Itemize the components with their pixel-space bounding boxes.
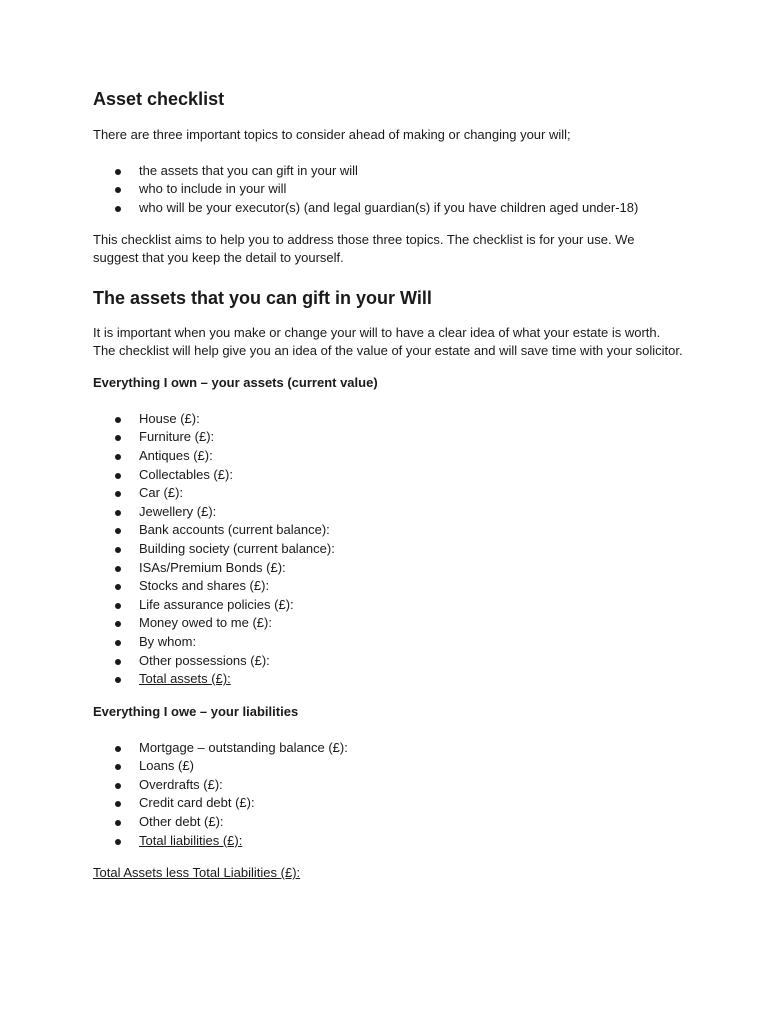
- list-item: Collectables (£):: [93, 466, 683, 485]
- list-item: who to include in your will: [93, 180, 683, 199]
- topics-list: [93, 162, 683, 218]
- bullet-icon: [115, 839, 121, 845]
- bullet-icon: [115, 764, 121, 770]
- section-title: The assets that you can gift in your Will: [93, 288, 432, 309]
- bullet-icon: [115, 510, 121, 516]
- list-item: House (£):: [93, 410, 683, 429]
- list-item: By whom:: [93, 633, 683, 652]
- page-title: Asset checklist: [93, 89, 225, 109]
- list-item: Money owed to me (£):: [93, 614, 683, 633]
- list-item: Other possessions (£):: [93, 652, 683, 671]
- assets-list: [93, 410, 683, 689]
- list-item: Jewellery (£):: [93, 503, 683, 522]
- list-item: Stocks and shares (£):: [93, 577, 683, 596]
- bullet-icon: [115, 584, 121, 590]
- bullet-icon: [115, 528, 121, 534]
- list-item: Building society (current balance):: [93, 540, 683, 559]
- intro-text: There are three important topics to consider ahead of making or changing your will;: [93, 126, 571, 142]
- bullet-icon: [115, 783, 121, 789]
- bullet-icon: [115, 820, 121, 826]
- total-liabilities-item: Total liabilities (£):: [93, 832, 683, 851]
- bullet-icon: [115, 659, 121, 665]
- list-item: who will be your executor(s) (and legal guardian(s) if you have children aged under-18): [93, 199, 683, 218]
- list-item: ISAs/Premium Bonds (£):: [93, 559, 683, 578]
- list-item: Loans (£): [93, 757, 683, 776]
- liabilities-heading: Everything I owe – your liabilities: [93, 703, 299, 719]
- bullet-icon: [115, 187, 121, 193]
- list-item: Furniture (£):: [93, 428, 683, 447]
- bullet-icon: [115, 677, 121, 683]
- bullet-icon: [115, 454, 121, 460]
- list-item: Life assurance policies (£):: [93, 596, 683, 615]
- list-item: Other debt (£):: [93, 813, 683, 832]
- section-body: It is important when you make or change your will to have a clear idea of what your estate is worth. The checklist will help give you an idea of the value of your estate and will save time with your solicitor.: [93, 324, 683, 358]
- list-item: the assets that you can gift in your will: [93, 162, 683, 181]
- bullet-icon: [115, 547, 121, 553]
- list-item: Car (£):: [93, 484, 683, 503]
- bullet-icon: [115, 491, 121, 497]
- total-assets-item: Total assets (£):: [93, 670, 683, 689]
- list-item: Bank accounts (current balance):: [93, 521, 683, 540]
- bullet-icon: [115, 206, 121, 212]
- bullet-icon: [115, 566, 121, 572]
- assets-heading: Everything I own – your assets (current value): [93, 374, 378, 390]
- bullet-icon: [115, 640, 121, 646]
- list-item: Mortgage – outstanding balance (£):: [93, 739, 683, 758]
- list-item: Antiques (£):: [93, 447, 683, 466]
- bullet-icon: [115, 473, 121, 479]
- bullet-icon: [115, 801, 121, 807]
- bullet-icon: [115, 746, 121, 752]
- list-item: Overdrafts (£):: [93, 776, 683, 795]
- bullet-icon: [115, 169, 121, 175]
- bullet-icon: [115, 603, 121, 609]
- bullet-icon: [115, 621, 121, 627]
- bullet-icon: [115, 435, 121, 441]
- bullet-icon: [115, 417, 121, 423]
- liabilities-list: [93, 739, 683, 851]
- document-page: [93, 88, 683, 896]
- purpose-text: This checklist aims to help you to address those three topics. The checklist is for your use. We suggest that you keep the detail to yourself.: [93, 232, 635, 266]
- list-item: Credit card debt (£):: [93, 794, 683, 813]
- net-total-label: Total Assets less Total Liabilities (£):: [93, 865, 301, 881]
